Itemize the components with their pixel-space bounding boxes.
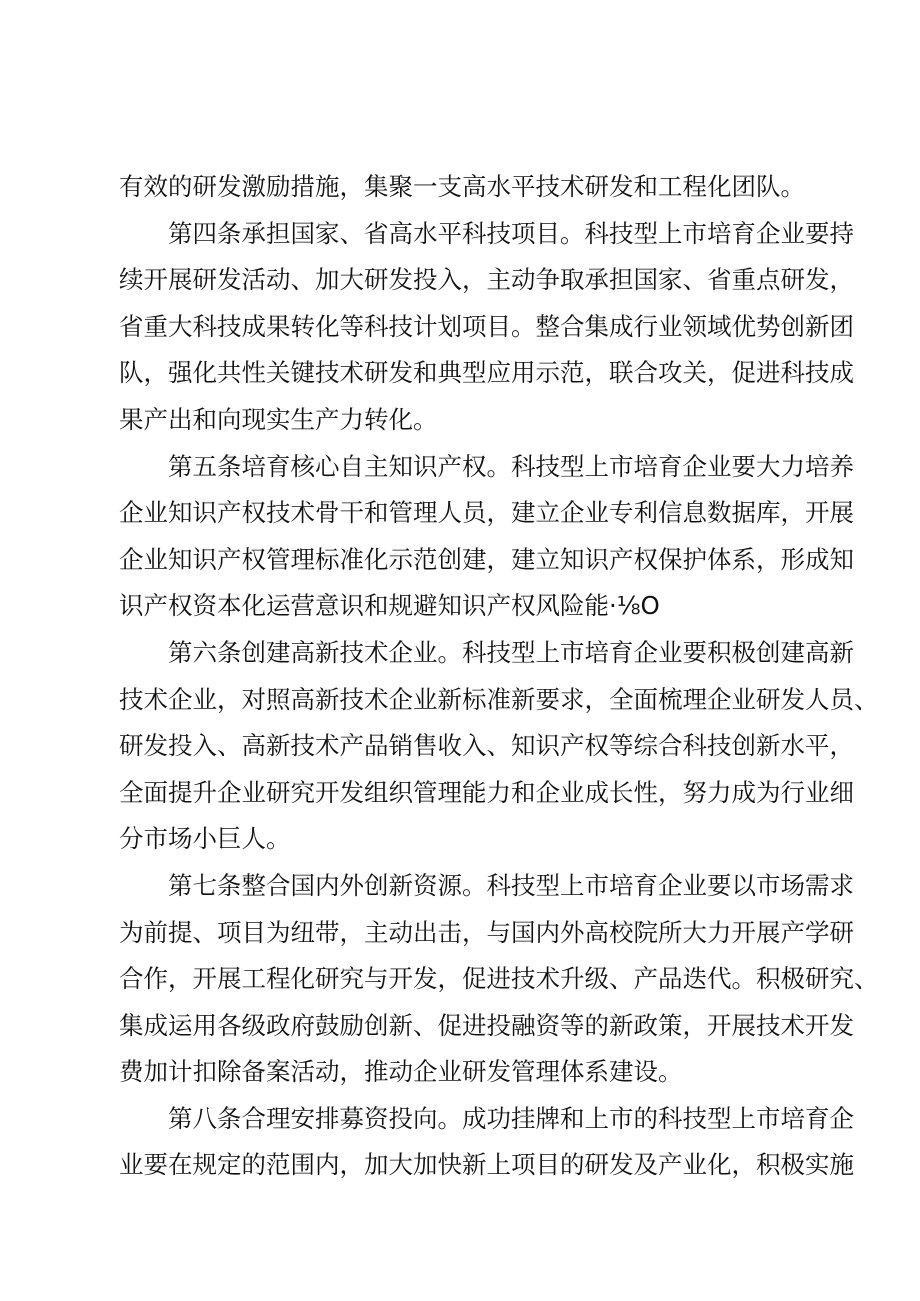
paragraph-article-5	[119, 444, 854, 630]
text-line: 第八条合理安排募资投向。成功挂牌和上市的科技型上市培育企	[168, 1103, 854, 1133]
text-line: 第四条承担国家、省高水平科技项目。科技型上市培育企业要持	[168, 218, 854, 248]
paragraph-article-8	[119, 1096, 854, 1189]
text-line: 有效的研发激励措施，集聚一支高水平技术研发和工程化团队。	[119, 172, 805, 201]
text-line: 合作，开展工程化研究与开发，促进技术升级、产品迭代。积极研究、	[119, 964, 879, 994]
text-line: 业要在规定的范围内，加大加快新上项目的研发及产业化，积极实施	[119, 1150, 854, 1180]
text-line: 第五条培育核心自主知识产权。科技型上市培育企业要大力培养	[168, 451, 854, 481]
text-line: 分市场小巨人。	[119, 824, 291, 854]
text-line: 果产出和向现实生产力转化。	[119, 404, 438, 434]
text-line: 集成运用各级政府鼓励创新、促进投融资等的新政策，开展技术开发	[119, 1010, 854, 1040]
text-line: 省重大科技成果转化等科技计划项目。整合集成行业领域优势创新团	[119, 311, 854, 341]
text-line: 第七条整合国内外创新资源。科技型上市培育企业要以市场需求	[168, 870, 854, 900]
text-line: 企业知识产权管理标准化示范创建，建立知识产权保护体系，形成知	[119, 544, 854, 574]
paragraph-continuation	[119, 164, 804, 211]
text-line: 技术企业，对照高新技术企业新标准新要求，全面梳理企业研发人员、	[119, 684, 879, 714]
paragraph-article-6	[119, 630, 879, 863]
paragraph-article-4	[119, 211, 854, 444]
text-line: 识产权资本化运营意识和规避知识产权风险能·⅛O	[119, 591, 660, 621]
document-body	[119, 164, 879, 1189]
text-line: 费加计扣除备案活动，推动企业研发管理体系建设。	[119, 1057, 683, 1087]
text-line: 队，强化共性关键技术研发和典型应用示范，联合攻关，促进科技成	[119, 358, 854, 388]
text-line: 续开展研发活动、加大研发投入，主动争取承担国家、省重点研发，	[119, 265, 854, 295]
text-line: 第六条创建高新技术企业。科技型上市培育企业要积极创建高新	[168, 637, 854, 667]
text-line: 为前提、项目为纽带，主动出击，与国内外高校院所大力开展产学研	[119, 917, 854, 947]
text-line: 全面提升企业研究开发组织管理能力和企业成长性，努力成为行业细	[119, 777, 854, 807]
text-line: 研发投入、高新技术产品销售收入、知识产权等综合科技创新水平，	[119, 731, 854, 761]
text-line: 企业知识产权技术骨干和管理人员，建立企业专利信息数据库，开展	[119, 498, 854, 528]
paragraph-article-7	[119, 863, 879, 1096]
